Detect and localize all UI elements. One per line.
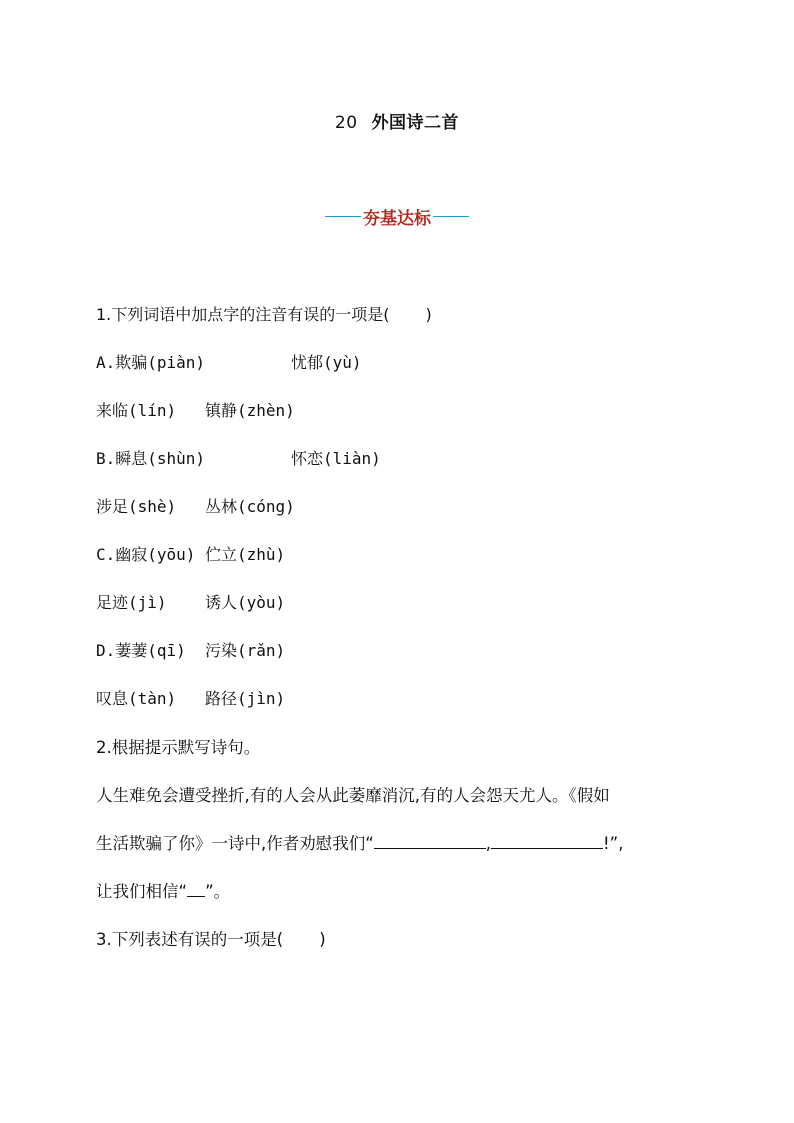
question-3-text: 3.下列表述有误的一项是( bbox=[96, 930, 284, 949]
question-2-line-2 bbox=[96, 830, 698, 854]
option-b-row-2 bbox=[96, 494, 295, 517]
lesson-title-text: 外国诗二首 bbox=[371, 113, 460, 133]
option-d-row-1 bbox=[96, 638, 286, 661]
question-2-stem: 2.根据提示默写诗句。 bbox=[96, 738, 261, 757]
option-c-word-1: C.幽寂(yōu) bbox=[96, 545, 196, 564]
option-b-word-3: 涉足(shè) bbox=[96, 497, 177, 516]
question-2-line-2-end: !”, bbox=[603, 834, 624, 853]
lesson-title bbox=[0, 108, 794, 133]
fill-blank-1[interactable] bbox=[374, 832, 486, 850]
option-d-row-2 bbox=[96, 686, 286, 709]
question-2-line-3-end: ”。 bbox=[205, 882, 231, 901]
option-b-word-2: 怀恋(liàn) bbox=[291, 449, 381, 468]
option-c-word-3: 足迹(jì) bbox=[96, 593, 167, 612]
option-a-word-3: 来临(lín) bbox=[96, 401, 177, 420]
option-a-row-1 bbox=[96, 350, 362, 373]
question-2-line-2-text: 生活欺骗了你》一诗中,作者劝慰我们“ bbox=[96, 834, 374, 853]
section-rule-right bbox=[433, 216, 469, 217]
question-1-close: ) bbox=[425, 305, 432, 324]
option-b-word-4: 丛林(cóng) bbox=[205, 497, 295, 516]
section-label: 夯基达标 bbox=[363, 209, 431, 229]
option-d-word-3: 叹息(tàn) bbox=[96, 689, 177, 708]
section-rule-left bbox=[325, 216, 361, 217]
option-a-word-4: 镇静(zhèn) bbox=[205, 401, 295, 420]
option-a-row-2 bbox=[96, 398, 295, 421]
question-2-line-3 bbox=[96, 878, 698, 902]
option-a-word-2: 忧郁(yù) bbox=[291, 353, 362, 372]
question-2-line-1: 人生难免会遭受挫折,有的人会从此萎靡消沉,有的人会怨天尤人。《假如 bbox=[96, 786, 610, 805]
option-b-word-1: B.瞬息(shùn) bbox=[96, 449, 206, 468]
question-2-comma: , bbox=[485, 834, 492, 853]
lesson-number: 20 bbox=[334, 113, 358, 133]
option-d-word-1: D.萋萋(qī) bbox=[96, 641, 186, 660]
fill-blank-3[interactable] bbox=[187, 880, 205, 898]
option-a-word-1: A.欺骗(piàn) bbox=[96, 353, 206, 372]
question-2-line-3-text: 让我们相信“ bbox=[96, 882, 188, 901]
option-c-word-2: 伫立(zhù) bbox=[205, 545, 286, 564]
section-header bbox=[0, 204, 794, 229]
option-d-word-2: 污染(rǎn) bbox=[205, 641, 286, 660]
option-c-row-1 bbox=[96, 542, 286, 565]
question-3-stem bbox=[96, 926, 698, 950]
question-1-text: 1.下列词语中加点字的注音有误的一项是( bbox=[96, 305, 390, 324]
option-d-word-4: 路径(jìn) bbox=[205, 689, 286, 708]
question-1-stem bbox=[96, 302, 432, 325]
option-c-word-4: 诱人(yòu) bbox=[205, 593, 286, 612]
option-c-row-2 bbox=[96, 590, 286, 613]
fill-blank-2[interactable] bbox=[491, 832, 603, 850]
option-b-row-1 bbox=[96, 446, 381, 469]
question-3-close: ) bbox=[319, 930, 326, 949]
